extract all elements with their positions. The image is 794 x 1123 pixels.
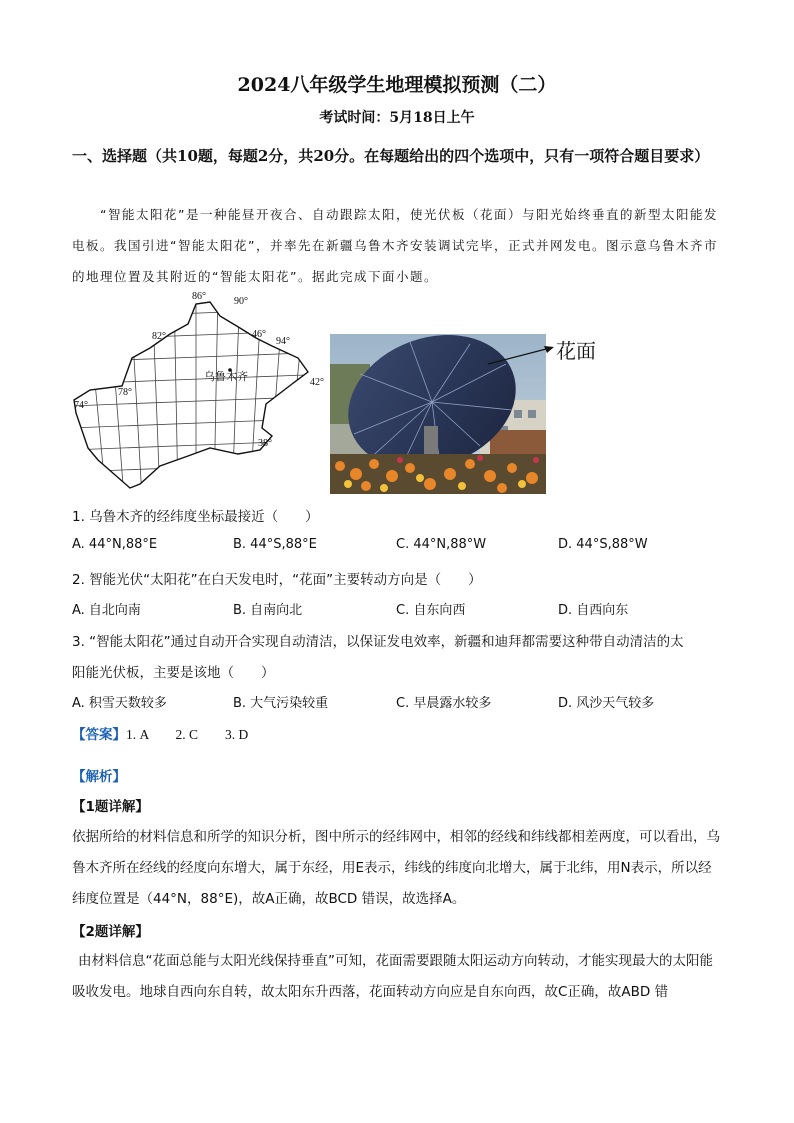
q3-option-b: B. 大气污染较重 — [233, 696, 329, 711]
q1-option-d: D. 44°S,88°W — [558, 537, 648, 552]
page-title: 2024八年级学生地理模拟预测（二） — [237, 74, 557, 96]
lon-label-90: 90° — [234, 296, 248, 307]
arrow-icon — [480, 340, 560, 370]
lat-label-38: 38° — [258, 438, 272, 449]
answer-values: 1. A 2. C 3. D — [126, 727, 249, 742]
analysis-label: 【解析】 — [72, 769, 126, 785]
lat-label-46: 46° — [252, 329, 266, 340]
q1-option-a: A. 44°N,88°E — [72, 537, 158, 552]
passage: “智能太阳花”是一种能昼开夜合、自动跟踪太阳，使光伏板（花面）与阳光始终垂直的新型太阳能发电板。我国引进“智能太阳花”，并率先在新疆乌鲁木齐安装调试完毕，正式并网发电。图示意乌鲁木齐市的地理位置及其附近的“智能太阳花”。据此完成下面小题。 — [72, 207, 718, 284]
q2-option-d: D. 自西向东 — [558, 603, 629, 618]
lon-label-94: 94° — [276, 336, 290, 347]
lat-label-42: 42° — [310, 377, 324, 388]
question-2-stem: 2. 智能光伏“太阳花”在白天发电时，“花面”主要转动方向是（ ） — [72, 572, 482, 588]
xinjiang-map — [70, 288, 330, 498]
q1-option-b: B. 44°S,88°E — [233, 537, 317, 552]
answer-row — [72, 723, 248, 743]
q3-option-c: C. 早晨露水较多 — [396, 696, 492, 711]
q3-option-d: D. 风沙天气较多 — [558, 696, 655, 711]
q2-option-b: B. 自南向北 — [233, 603, 303, 618]
q1-option-c: C. 44°N,88°W — [396, 537, 487, 552]
q2-option-a: A. 自北向南 — [72, 603, 141, 618]
question-1-stem: 1. 乌鲁木齐的经纬度坐标最接近（ ） — [72, 509, 319, 525]
exam-time: 考试时间：5月18日上午 — [319, 110, 475, 126]
photo-label-huamian: 花面 — [556, 339, 596, 363]
lon-label-86: 86° — [192, 291, 206, 302]
q1-detail-heading: 【1题详解】 — [72, 799, 149, 815]
section-heading: 一、选择题（共10题，每题2分，共20分。在每题给出的四个选项中，只有一项符合题目要求） — [72, 147, 710, 165]
lon-label-78: 78° — [118, 387, 132, 398]
lon-label-82: 82° — [152, 331, 166, 342]
q2-option-c: C. 自东向西 — [396, 603, 466, 618]
q2-detail-text: 由材料信息“花面总能与太阳光线保持垂直”可知，花面需要跟随太阳运动方向转动，才能实现最大的太阳能吸收发电。地球自西向东自转，故太阳东升西落，花面转动方向应是自东向西，故C正确，故ABD 错 — [72, 953, 713, 1000]
q3-option-a: A. 积雪天数较多 — [72, 696, 167, 711]
q2-detail-heading: 【2题详解】 — [72, 924, 149, 940]
lon-label-74: 74° — [74, 400, 88, 411]
question-3-stem-line1: 3. “智能太阳花”通过自动开合实现自动清洁，以保证发电效率，新疆和迪拜都需要这种带自动清洁的太 — [72, 634, 684, 650]
q1-detail-text: 依据所给的材料信息和所学的知识分析，图中所示的经纬网中，相邻的经线和纬线都相差两度，可以看出，乌鲁木齐所在经线的经度向东增大，属于东经，用E表示，纬线的纬度向北增大，属于北纬，用N表示，所以经纬度位置是（44°N，88°E)，故A正确，故BCD 错误，故选择A。 — [72, 829, 720, 907]
city-label-urumqi: 乌鲁木齐 — [204, 370, 248, 383]
answer-label: 【答案】 — [72, 727, 126, 743]
question-3-stem-line2: 阳能光伏板，主要是该地（ ） — [72, 665, 275, 681]
